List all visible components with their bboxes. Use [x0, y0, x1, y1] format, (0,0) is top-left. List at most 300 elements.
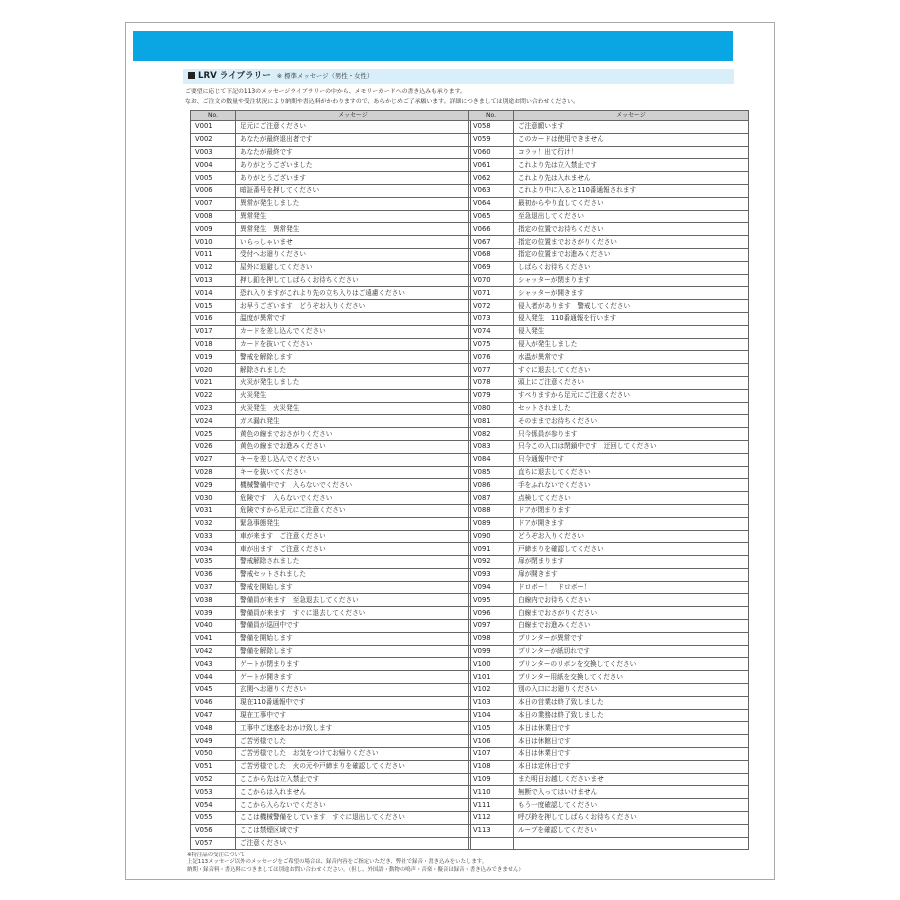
note-line: 納期・録音料・書込料につきましては別途お問い合わせください。（但し、外国語・動物の鳴声・音楽・擬音は録音・書き込みできません） [187, 866, 524, 873]
table-row [191, 364, 471, 377]
message-number: V101 [469, 671, 514, 684]
table-row [469, 568, 749, 581]
table-row [191, 428, 471, 441]
message-number: V033 [191, 530, 236, 543]
message-text: そのままでお待ちください [514, 415, 749, 428]
table-row [191, 594, 471, 607]
message-text: 火災が発生しました [236, 376, 471, 389]
message-number: V023 [191, 402, 236, 415]
message-text: 車が来ます ご注意ください [236, 530, 471, 543]
message-number: V071 [469, 287, 514, 300]
message-text: シャッターが開きます [514, 287, 749, 300]
message-text: 本日は定休日です [514, 760, 749, 773]
message-number: V110 [469, 786, 514, 799]
message-number: V082 [469, 428, 514, 441]
message-number: V006 [191, 184, 236, 197]
header-band [133, 31, 733, 61]
message-text: 指定の位置でお待ちください [514, 223, 749, 236]
table-row [191, 696, 471, 709]
table-row [191, 338, 471, 351]
message-text [514, 837, 749, 850]
table-row [469, 210, 749, 223]
message-text: お早うございます どうぞお入りください [236, 300, 471, 313]
message-number: V068 [469, 248, 514, 261]
message-number: V053 [191, 786, 236, 799]
message-number: V079 [469, 389, 514, 402]
message-text: プリンターが異常です [514, 632, 749, 645]
message-text: プリンターのリボンを交換してください [514, 658, 749, 671]
message-number: V024 [191, 415, 236, 428]
message-text: 侵入発生 [514, 325, 749, 338]
message-number: V104 [469, 709, 514, 722]
table-header-row [469, 111, 749, 121]
message-text: 車が出ます ご注意ください [236, 543, 471, 556]
table-row [191, 645, 471, 658]
table-row [191, 248, 471, 261]
message-number: V030 [191, 492, 236, 505]
table-row [191, 389, 471, 402]
message-text: 本日は休業日です [514, 722, 749, 735]
message-text: ご苦労様でした お気をつけてお帰りください [236, 748, 471, 761]
message-text: 白線内でお待ちください [514, 594, 749, 607]
table-row [469, 121, 749, 134]
message-text: ありがとうございます [236, 172, 471, 185]
table-row [469, 159, 749, 172]
message-table-right [468, 110, 749, 850]
message-text: 恐れ入りますがこれより先の立ち入りはご遠慮ください [236, 287, 471, 300]
message-number: V078 [469, 376, 514, 389]
table-row [469, 223, 749, 236]
message-text: カードを抜いてください [236, 338, 471, 351]
message-number: V075 [469, 338, 514, 351]
message-text: キーを抜いてください [236, 466, 471, 479]
message-text: 扉が開きます [514, 568, 749, 581]
message-text: 指定の位置までお進みください [514, 248, 749, 261]
message-number: V081 [469, 415, 514, 428]
message-text: 黄色の線までおさがりください [236, 428, 471, 441]
message-number [469, 837, 514, 850]
message-text: 警備員が来ます 至急退去してください [236, 594, 471, 607]
table-row [469, 837, 749, 850]
table-row [191, 376, 471, 389]
column-header-no: No. [469, 111, 514, 121]
table-row [191, 479, 471, 492]
message-number: V032 [191, 517, 236, 530]
message-text: 受付へお廻りください [236, 248, 471, 261]
message-text: これより中に入ると110番通報されます [514, 184, 749, 197]
message-text: 危険ですから足元にご注意ください [236, 504, 471, 517]
message-number: V097 [469, 620, 514, 633]
table-row [469, 799, 749, 812]
table-row [191, 517, 471, 530]
message-text: 緊急事態発生 [236, 517, 471, 530]
table-row [469, 504, 749, 517]
message-text: ご苦労様でした 火の元や戸締まりを確認してください [236, 760, 471, 773]
message-text: 只今この入口は閉鎖中です 迂回してください [514, 440, 749, 453]
message-text: 本日の営業は終了致しました [514, 696, 749, 709]
table-row [191, 146, 471, 159]
message-text: このカードは使用できません [514, 133, 749, 146]
message-text: もう一度確認してください [514, 799, 749, 812]
message-text: 本日は休館日です [514, 735, 749, 748]
message-number: V043 [191, 658, 236, 671]
message-text: 警戒を解除します [236, 351, 471, 364]
message-text: 異常が発生しました [236, 197, 471, 210]
message-number: V009 [191, 223, 236, 236]
message-number: V095 [469, 594, 514, 607]
table-row [191, 824, 471, 837]
table-row [191, 837, 471, 850]
table-row [191, 121, 471, 134]
table-row [469, 376, 749, 389]
table-row [191, 812, 471, 825]
table-row [191, 722, 471, 735]
table-row [191, 402, 471, 415]
square-bullet-icon [188, 72, 195, 79]
section-subtitle: ※ 標準メッセージ（男性・女性） [276, 72, 374, 80]
table-row [469, 556, 749, 569]
table-row [191, 300, 471, 313]
message-number: V080 [469, 402, 514, 415]
message-number: V002 [191, 133, 236, 146]
table-row [469, 735, 749, 748]
message-number: V094 [469, 581, 514, 594]
message-number: V065 [469, 210, 514, 223]
message-number: V050 [191, 748, 236, 761]
message-text: 戸締まりを確認してください [514, 543, 749, 556]
message-text: 無断で入ってはいけません [514, 786, 749, 799]
message-text: ゲートが開きます [236, 671, 471, 684]
message-number: V039 [191, 607, 236, 620]
table-row [191, 466, 471, 479]
table-row [469, 748, 749, 761]
message-number: V060 [469, 146, 514, 159]
message-text: 別の入口にお廻りください [514, 684, 749, 697]
message-number: V062 [469, 172, 514, 185]
message-number: V067 [469, 236, 514, 249]
message-number: V064 [469, 197, 514, 210]
table-row [469, 658, 749, 671]
table-row [191, 799, 471, 812]
table-row [191, 671, 471, 684]
message-number: V004 [191, 159, 236, 172]
message-number: V035 [191, 556, 236, 569]
message-text: ドアが開きます [514, 517, 749, 530]
message-number: V086 [469, 479, 514, 492]
table-row [469, 300, 749, 313]
message-number: V020 [191, 364, 236, 377]
message-text: 白線までお進みください [514, 620, 749, 633]
message-text: 警戒を開始します [236, 581, 471, 594]
message-text: 工事中ご迷惑をおかけ致します [236, 722, 471, 735]
table-row [469, 722, 749, 735]
message-text: すべりますから足元にご注意ください [514, 389, 749, 402]
table-row [191, 210, 471, 223]
message-text: あなたが最終退出者です [236, 133, 471, 146]
message-text: これより先は入れません [514, 172, 749, 185]
table-row [191, 748, 471, 761]
message-text: ゲートが閉まります [236, 658, 471, 671]
message-number: V099 [469, 645, 514, 658]
message-text: 指定の位置までおさがりください [514, 236, 749, 249]
table-row [469, 812, 749, 825]
table-header-row [191, 111, 471, 121]
table-row [469, 248, 749, 261]
message-text: 点検してください [514, 492, 749, 505]
message-text: 白線までおさがりください [514, 607, 749, 620]
table-row [469, 236, 749, 249]
message-text: 火災発生 火災発生 [236, 402, 471, 415]
message-number: V084 [469, 453, 514, 466]
message-text: カードを差し込んでください [236, 325, 471, 338]
table-row [191, 607, 471, 620]
message-number: V054 [191, 799, 236, 812]
table-row [469, 607, 749, 620]
table-row [191, 530, 471, 543]
table-row [469, 632, 749, 645]
message-number: V042 [191, 645, 236, 658]
message-text: 最初からやり直してください [514, 197, 749, 210]
message-number: V091 [469, 543, 514, 556]
table-row [469, 466, 749, 479]
message-text: 警備を解除します [236, 645, 471, 658]
message-number: V096 [469, 607, 514, 620]
message-number: V040 [191, 620, 236, 633]
table-row [191, 760, 471, 773]
message-text: 警備員が巡回中です [236, 620, 471, 633]
message-text: ご注意ください [236, 837, 471, 850]
message-number: V034 [191, 543, 236, 556]
table-row [191, 325, 471, 338]
table-row [469, 261, 749, 274]
section-title-text: LRV ライブラリー [198, 71, 271, 81]
table-row [191, 197, 471, 210]
table-row [191, 786, 471, 799]
table-row [191, 440, 471, 453]
message-text: あなたが最終です [236, 146, 471, 159]
message-number: V109 [469, 773, 514, 786]
message-number: V003 [191, 146, 236, 159]
message-text: シャッターが閉まります [514, 274, 749, 287]
message-number: V044 [191, 671, 236, 684]
table-row [191, 735, 471, 748]
message-text: セットされました [514, 402, 749, 415]
table-row [469, 453, 749, 466]
message-text: ありがとうございました [236, 159, 471, 172]
table-row [469, 581, 749, 594]
message-text: ここから先は立入禁止です [236, 773, 471, 786]
message-text: 温度が異常です [236, 312, 471, 325]
message-number: V028 [191, 466, 236, 479]
column-header-message: メッセージ [236, 111, 471, 121]
message-number: V058 [469, 121, 514, 134]
message-number: V070 [469, 274, 514, 287]
table-row [191, 274, 471, 287]
message-text: 侵入が発生しました [514, 338, 749, 351]
message-number: V013 [191, 274, 236, 287]
message-number: V011 [191, 248, 236, 261]
table-row [191, 351, 471, 364]
table-row [469, 773, 749, 786]
column-header-no: No. [191, 111, 236, 121]
table-row [191, 568, 471, 581]
message-text: 扉が閉まります [514, 556, 749, 569]
table-row [469, 671, 749, 684]
message-number: V012 [191, 261, 236, 274]
table-row [191, 658, 471, 671]
message-text: ご苦労様でした [236, 735, 471, 748]
table-row [469, 440, 749, 453]
table-row [469, 312, 749, 325]
message-number: V074 [469, 325, 514, 338]
intro-text [185, 87, 730, 107]
message-text: 侵入発生 110番通報を行います [514, 312, 749, 325]
message-text: 呼び鈴を押してしばらくお待ちください [514, 812, 749, 825]
message-number: V029 [191, 479, 236, 492]
message-number: V083 [469, 440, 514, 453]
table-row [191, 620, 471, 633]
message-text: 警備員が来ます すぐに退去してください [236, 607, 471, 620]
table-row [469, 620, 749, 633]
message-number: V019 [191, 351, 236, 364]
message-text: 火災発生 [236, 389, 471, 402]
table-row [191, 184, 471, 197]
message-text: 押し釦を押してしばらくお待ちください [236, 274, 471, 287]
message-text: ここは機械警備をしています すぐに退出してください [236, 812, 471, 825]
column-header-message: メッセージ [514, 111, 749, 121]
table-row [469, 543, 749, 556]
message-number: V076 [469, 351, 514, 364]
table-row [469, 645, 749, 658]
message-text: 警戒セットされました [236, 568, 471, 581]
message-text: 現在工事中です [236, 709, 471, 722]
message-text: 現在110番通報中です [236, 696, 471, 709]
message-number: V059 [469, 133, 514, 146]
message-text: 解除されました [236, 364, 471, 377]
message-text: 異常発生 [236, 210, 471, 223]
message-text: プリンター用紙を交換してください [514, 671, 749, 684]
message-text: キーを差し込んでください [236, 453, 471, 466]
message-number: V007 [191, 197, 236, 210]
message-text: コラッ！出て行け！ [514, 146, 749, 159]
message-text: どうぞお入りください [514, 530, 749, 543]
message-number: V100 [469, 658, 514, 671]
message-text: 只今係員が参ります [514, 428, 749, 441]
message-number: V077 [469, 364, 514, 377]
message-number: V031 [191, 504, 236, 517]
table-row [469, 492, 749, 505]
message-number: V105 [469, 722, 514, 735]
section-title [183, 69, 734, 84]
message-number: V103 [469, 696, 514, 709]
table-row [469, 479, 749, 492]
message-text: 警戒解除されました [236, 556, 471, 569]
message-text: ご注意願います [514, 121, 749, 134]
message-text: 屋外に退避してください [236, 261, 471, 274]
message-number: V022 [191, 389, 236, 402]
message-text: ガス漏れ発生 [236, 415, 471, 428]
message-text: ここからは入れません [236, 786, 471, 799]
message-text: 只今通報中です [514, 453, 749, 466]
table-row [469, 184, 749, 197]
table-row [469, 517, 749, 530]
message-number: V111 [469, 799, 514, 812]
table-row [469, 133, 749, 146]
table-row [469, 824, 749, 837]
message-text: いらっしゃいませ [236, 236, 471, 249]
message-text: 手をふれないでください [514, 479, 749, 492]
table-row [469, 696, 749, 709]
table-row [191, 172, 471, 185]
message-number: V037 [191, 581, 236, 594]
table-row [191, 684, 471, 697]
message-number: V113 [469, 824, 514, 837]
table-row [469, 287, 749, 300]
message-number: V001 [191, 121, 236, 134]
message-text: 危険です 入らないでください [236, 492, 471, 505]
table-row [191, 556, 471, 569]
table-row [469, 709, 749, 722]
message-number: V014 [191, 287, 236, 300]
message-number: V017 [191, 325, 236, 338]
table-row [191, 133, 471, 146]
table-row [469, 172, 749, 185]
message-number: V027 [191, 453, 236, 466]
table-row [469, 364, 749, 377]
message-number: V057 [191, 837, 236, 850]
table-row [191, 312, 471, 325]
message-text: プリンターが紙切れです [514, 645, 749, 658]
table-row [191, 543, 471, 556]
message-number: V108 [469, 760, 514, 773]
table-row [469, 389, 749, 402]
message-text: ここから入らないでください [236, 799, 471, 812]
message-number: V102 [469, 684, 514, 697]
table-row [469, 338, 749, 351]
message-text: また明日お越しくださいませ [514, 773, 749, 786]
table-row [469, 530, 749, 543]
message-text: ループを確認してください [514, 824, 749, 837]
note-line: ※特注品の受注について [187, 852, 246, 858]
message-text: 玄関へお廻りください [236, 684, 471, 697]
message-number: V087 [469, 492, 514, 505]
message-text: ここは禁煙区域です [236, 824, 471, 837]
message-number: V072 [469, 300, 514, 313]
table-row [469, 274, 749, 287]
message-text: 足元にご注意ください [236, 121, 471, 134]
message-number: V056 [191, 824, 236, 837]
message-number: V061 [469, 159, 514, 172]
message-text: 直ちに退去してください [514, 466, 749, 479]
message-number: V021 [191, 376, 236, 389]
intro-line: ご要望に応じて下記の113のメッセージライブラリーの中から、メモリーカードへの書き込みも承ります。 [185, 89, 466, 95]
message-number: V052 [191, 773, 236, 786]
message-table-left [190, 110, 471, 850]
table-row [191, 504, 471, 517]
message-number: V093 [469, 568, 514, 581]
message-number: V016 [191, 312, 236, 325]
table-row [469, 594, 749, 607]
message-text: 水温が異常です [514, 351, 749, 364]
message-number: V015 [191, 300, 236, 313]
table-row [191, 581, 471, 594]
table-row [191, 261, 471, 274]
message-text: これより先は立入禁止です [514, 159, 749, 172]
message-number: V063 [469, 184, 514, 197]
message-text: 暗証番号を押してください [236, 184, 471, 197]
intro-line: なお、ご注文の数量や受注状況により納期や書込料がかわりますので、あらかじめご了承願います。詳細につきましては別途お問い合わせください。 [185, 99, 579, 105]
message-number: V005 [191, 172, 236, 185]
